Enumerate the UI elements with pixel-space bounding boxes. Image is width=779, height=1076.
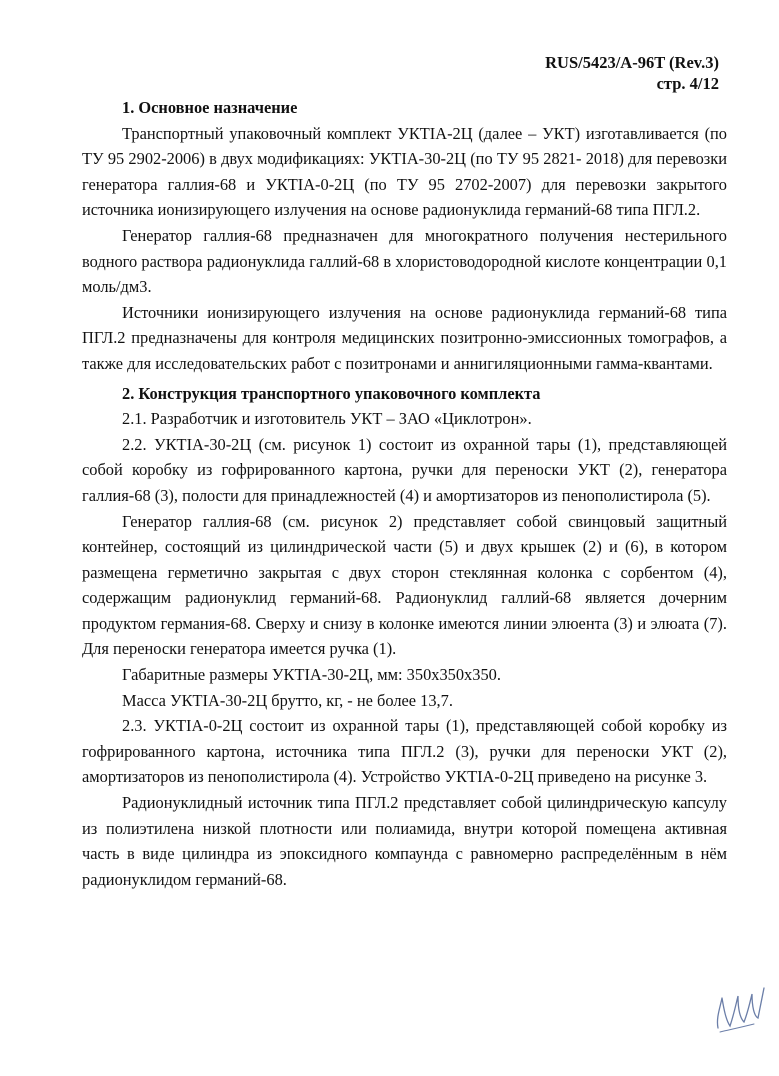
paragraph: 2.1. Разработчик и изготовитель УКТ – ЗАО «Циклотрон». (122, 409, 532, 429)
page-header (545, 52, 719, 94)
page-number: стр. 4/12 (656, 74, 719, 93)
signature-icon (708, 968, 768, 1040)
paragraph: Источники ионизирующего излучения на основе радионуклида германий-68 типа ПГЛ.2 предназначены для контроля медицинских позитронно-эмиссионных томографов, а также для исследовательских работ с позитронами и аннигиляционными гамма-квантами. (82, 302, 727, 373)
paragraph: Генератор галлия-68 (см. рисунок 2) представляет собой свинцовый защитный контейнер, состоящий из цилиндрической части (5) и двух крышек (2) и (6), в котором размещена герметично закрытая с двух сторон стеклянная колонка с сорбентом (4), содержащим радионуклид германий-68. Радионуклид галлий-68 является дочерним продуктом германия-68. Сверху и снизу в колонке имеются линии элюента (3) и элюата (7). Для переноски генератора имеется ручка (1). (82, 511, 727, 659)
paragraph: Масса УКТIA-30-2Ц брутто, кг, - не более 13,7. (122, 690, 453, 710)
paragraph: Габаритные размеры УКТIA-30-2Ц, мм: 350x350x350. (122, 665, 501, 685)
section-2-title: 2. Конструкция транспортного упаковочного комплекта (122, 383, 541, 403)
paragraph: Транспортный упаковочный комплект УКТIA-2Ц (далее – УКТ) изготавливается (по ТУ 95 2902-2006) в двух модификациях: УКТIA-30-2Ц (по ТУ 95 2821- 2018) для перевозки генератора галлия-68 и УКТIA-0-2Ц (по ТУ 95 2702-2007) для перевозки закрытого источника ионизирующего излучения на основе радионуклида германий-68 типа ПГЛ.2. (82, 123, 727, 220)
document-body (82, 95, 727, 892)
section-1-title: 1. Основное назначение (122, 98, 298, 117)
paragraph: 2.3. УКТIA-0-2Ц состоит из охранной тары (1), представляющей собой коробку из гофрированного картона, источника типа ПГЛ.2 (3), ручки для переноски УКТ (2), амортизаторов из пенополистирола (4). Устройство УКТIA-0-2Ц приведено на рисунке 3. (82, 716, 727, 787)
paragraph: Радионуклидный источник типа ПГЛ.2 представляет собой цилиндрическую капсулу из полиэтилена низкой плотности или полиамида, внутри которой помещена активная часть в виде цилиндра из эпоксидного компаунда с равномерно распределённым в нём радионуклидом германий-68. (82, 793, 727, 889)
doc-number: RUS/5423/A-96T (Rev.3) (545, 53, 719, 72)
paragraph: 2.2. УКТIA-30-2Ц (см. рисунок 1) состоит из охранной тары (1), представляющей собой коробку из гофрированного картона, ручки для переноски УКТ (2), генератора галлия-68 (3), полости для принадлежностей (4) и амортизаторов из пенополистирола (5). (82, 434, 727, 505)
paragraph: Генератор галлия-68 предназначен для многократного получения нестерильного водного раствора радионуклида галлий-68 в хлористоводородной кислоте концентрации 0,1 моль/дм3. (82, 225, 727, 297)
